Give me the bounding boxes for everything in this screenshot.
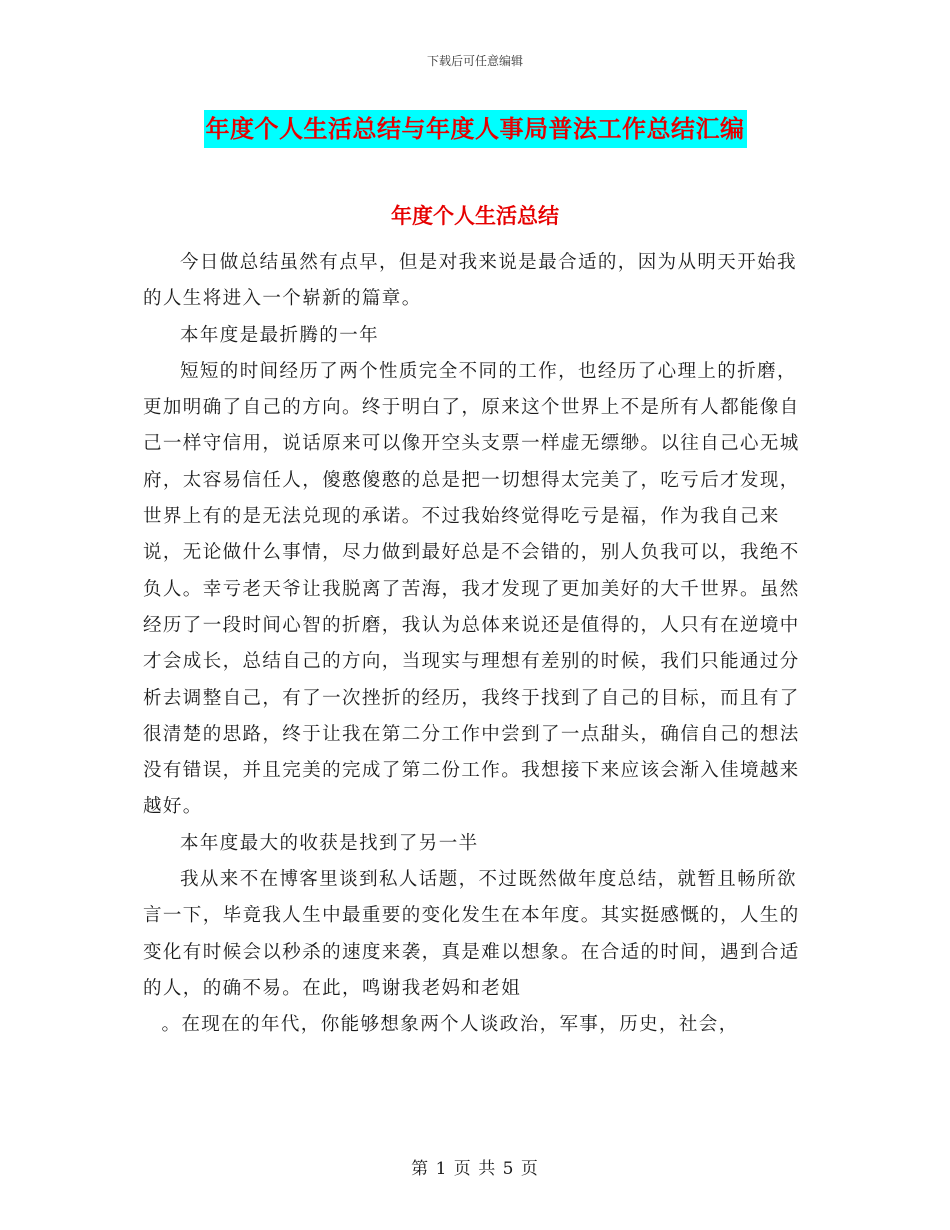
paragraph: 。在现在的年代，你能够想象两个人谈政治，军事，历史，社会，: [161, 1014, 739, 1036]
page-header-note: 下载后可任意编辑: [426, 54, 523, 68]
paragraph-subheading: 本年度是最折腾的一年: [180, 324, 380, 346]
document-body: [143, 245, 805, 1044]
paragraph: 短短的时间经历了两个性质完全不同的工作，也经历了心理上的折磨，更加明确了自己的方向。终于明白了，原来这个世界上不是所有人都能像自己一样守信用，说话原来可以像开空头支票一样虚无缥缈。以往自己心无城府，太容易信任人，傻憨傻憨的总是把一切想得太完美了，吃亏后才发现，世界上有的是无法兑现的承诺。不过我始终觉得吃亏是福，作为我自己来说，无论做什么事情，尽力做到最好总是不会错的，别人负我可以，我绝不负人。幸亏老天爷让我脱离了苦海，我才发现了更加美好的大千世界。虽然经历了一段时间心智的折磨，我认为总体来说还是值得的，人只有在逆境中才会成长，总结自己的方向，当现实与理想有差别的时候，我们只能通过分析去调整自己，有了一次挫折的经历，我终于找到了自己的目标，而且有了很清楚的思路，终于让我在第二分工作中尝到了一点甜头，确信自己的想法没有错误，并且完美的完成了第二份工作。我想接下来应该会渐入佳境越来越好。: [143, 360, 800, 818]
paragraph-subheading: 本年度最大的收获是找到了另一半: [180, 832, 479, 854]
paragraph: 今日做总结虽然有点早，但是对我来说是最合适的，因为从明天开始我的人生将进入一个崭新的篇章。: [143, 252, 797, 310]
document-title: 年度个人生活总结与年度人事局普法工作总结汇编: [204, 110, 747, 148]
paragraph: 我从来不在博客里谈到私人话题，不过既然做年度总结，就暂且畅所欲言一下，毕竟我人生中最重要的变化发生在本年度。其实挺感慨的，人生的变化有时候会以秒杀的速度来袭，真是难以想象。在合适的时间，遇到合适的人，的确不易。在此，鸣谢我老妈和老姐: [143, 869, 800, 999]
page-number: 第 1 页 共 5 页: [411, 1159, 539, 1179]
section-title: 年度个人生活总结: [391, 203, 559, 228]
document-title-container: [0, 110, 950, 148]
